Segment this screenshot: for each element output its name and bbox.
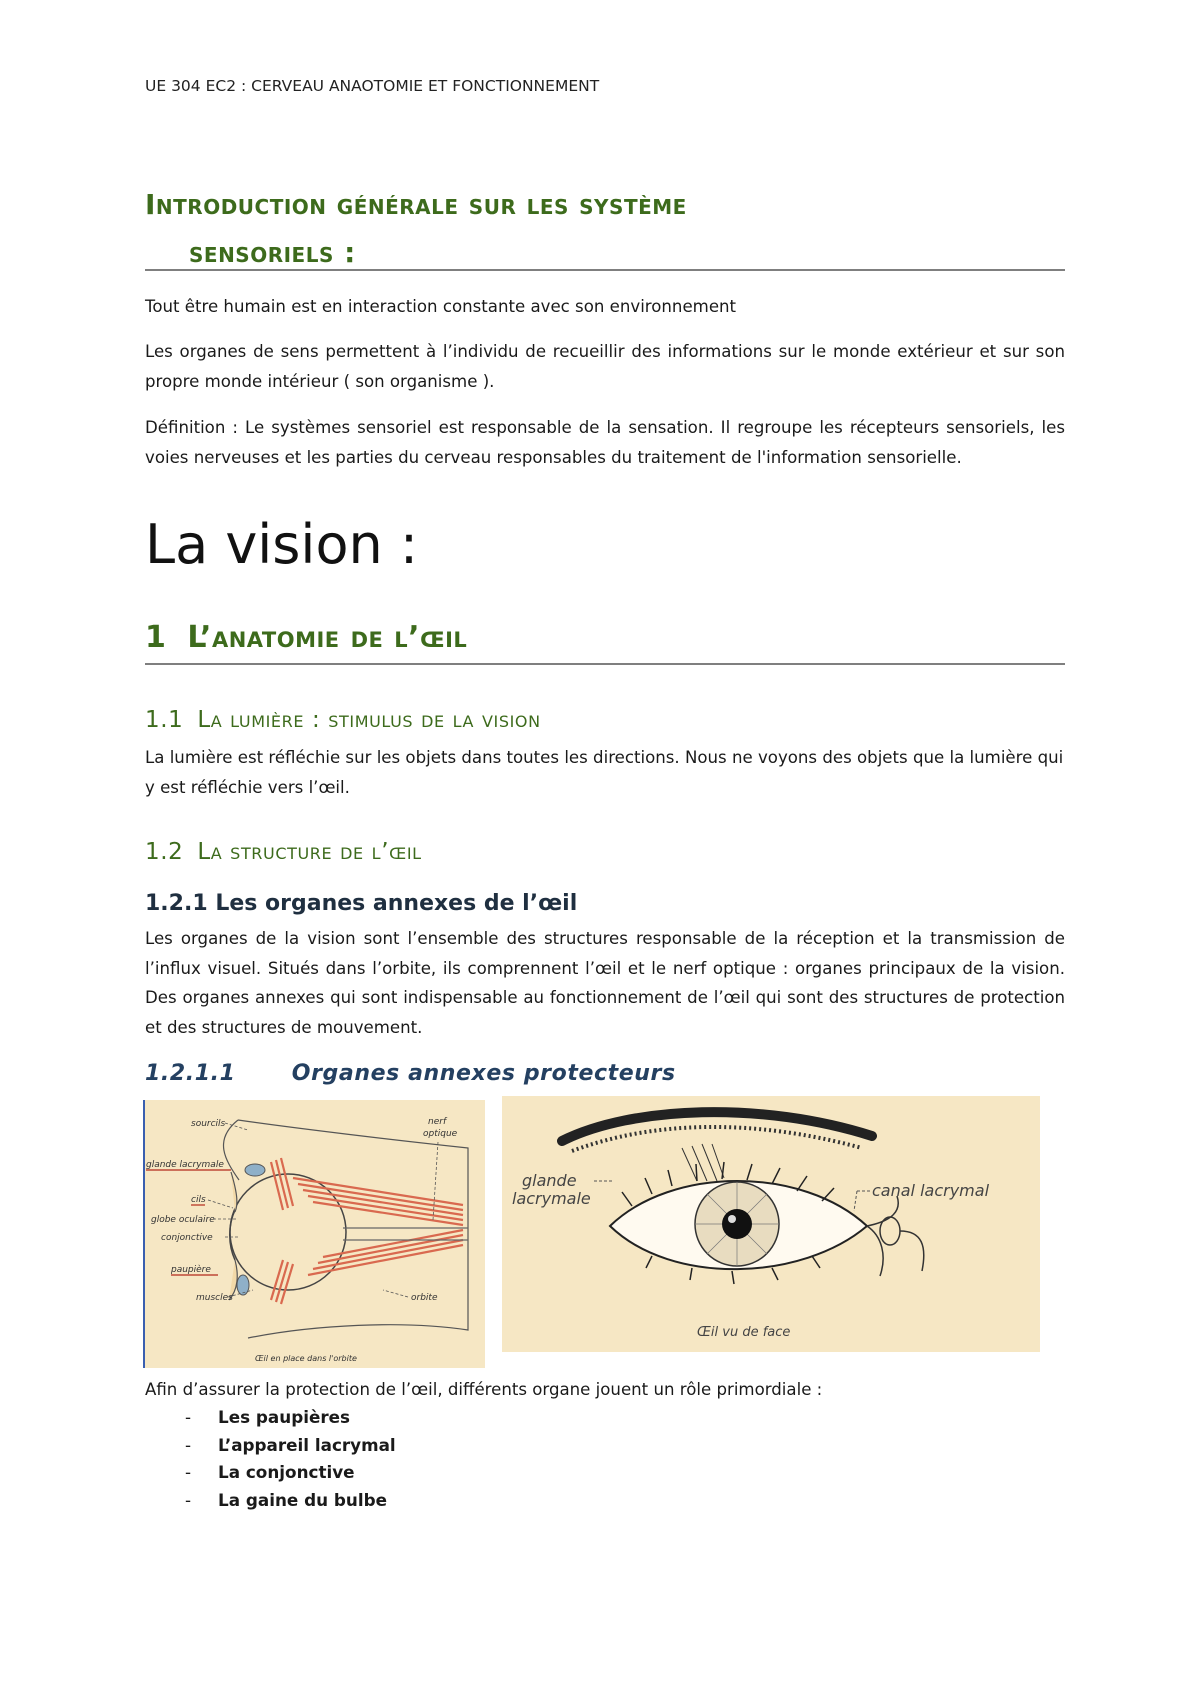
label-muscles: muscles bbox=[196, 1293, 233, 1303]
section-1-2-1-number: 1.2.1 bbox=[145, 891, 208, 916]
intro-paragraph-1: Tout être humain est en interaction constante avec son environnement bbox=[145, 297, 737, 316]
vision-title: La vision : bbox=[145, 513, 419, 576]
list-item-label: La conjonctive bbox=[218, 1462, 355, 1482]
list-item: - Les paupières bbox=[185, 1407, 350, 1427]
list-item-label: Les paupières bbox=[218, 1407, 350, 1427]
section-1-2-1-heading bbox=[145, 891, 577, 916]
section-1-number: 1 bbox=[145, 620, 167, 655]
section-1-title: L’anatomie de l’œil bbox=[187, 620, 468, 655]
label-sourcils: sourcils bbox=[191, 1119, 226, 1129]
label-glande: glande bbox=[522, 1171, 577, 1190]
list-item: - L’appareil lacrymal bbox=[185, 1434, 396, 1455]
list-item: - La conjonctive bbox=[185, 1462, 355, 1482]
label-lacrymale: lacrymale bbox=[512, 1189, 591, 1208]
list-item: - La gaine du bulbe bbox=[185, 1489, 388, 1510]
eye-orbit-illustration bbox=[143, 1100, 485, 1368]
list-item-label: La gaine du bulbe bbox=[218, 1489, 388, 1510]
section-1-1-number: 1.1 bbox=[145, 707, 184, 733]
section-1-heading bbox=[145, 620, 467, 655]
figure-eye-in-orbit bbox=[143, 1100, 485, 1368]
section-1-1-text: La lumière est réfléchie sur les objets dans toutes les directions. Nous ne voyons des objets que la lumière qui y est réfléchie vers l’œil. bbox=[145, 748, 1064, 797]
section-1-2-number: 1.2 bbox=[145, 839, 184, 865]
running-header: UE 304 EC2 : CERVEAU ANAOTOMIE ET FONCTIONNEMENT bbox=[145, 77, 600, 95]
label-orbite: orbite bbox=[411, 1293, 438, 1303]
section-1-1-title: La lumière : stimulus de la vision bbox=[197, 707, 541, 733]
section-1-1-heading bbox=[145, 707, 541, 733]
label-globe-oculaire: globe oculaire bbox=[151, 1215, 215, 1225]
intro-heading-rule bbox=[145, 269, 1065, 271]
section-1-2-1-1-title: Organes annexes protecteurs bbox=[291, 1061, 676, 1086]
intro-paragraph-2: Les organes de sens permettent à l’individu de recueillir des informations sur le monde extérieur et sur son propre monde intérieur ( son organisme ). bbox=[145, 342, 1065, 391]
section-1-2-heading bbox=[145, 839, 422, 865]
label-nerf: nerf bbox=[428, 1117, 447, 1127]
label-canal-lacrymal: canal lacrymal bbox=[872, 1181, 990, 1200]
label-cils: cils bbox=[191, 1195, 206, 1205]
figure-left-caption: Œil en place dans l'orbite bbox=[255, 1354, 357, 1363]
section-1-2-1-title: Les organes annexes de l’œil bbox=[215, 891, 578, 916]
intro-heading bbox=[145, 181, 1065, 277]
protection-intro: Afin d’assurer la protection de l’œil, différents organe jouent un rôle primordiale : bbox=[145, 1380, 823, 1399]
section-1-2-1-text: Les organes de la vision sont l’ensemble des structures responsable de la réception et la transmission de l’influx visuel. Situés dans l’orbite, ils comprennent l’œil et le nerf optique : organes principaux de la vision. Des organes annexes qui sont indispensable au fonctionnement de l’œil qui sont des structures de protection et des structures de mouvement. bbox=[145, 929, 1065, 1037]
section-1-rule bbox=[145, 663, 1065, 665]
section-1-2-title: La structure de l’œil bbox=[197, 839, 422, 865]
intro-heading-line2: sensoriels : bbox=[189, 236, 356, 269]
label-optique: optique bbox=[423, 1129, 458, 1139]
section-1-2-1-1-heading bbox=[145, 1061, 676, 1086]
eye-front-illustration bbox=[502, 1096, 1040, 1352]
intro-definition: Définition : Le systèmes sensoriel est responsable de la sensation. Il regroupe les récepteurs sensoriels, les voies nerveuses et les parties du cerveau responsables du traitement de l'information sensorielle. bbox=[145, 418, 1065, 467]
label-glande-lacrymale: glande lacrymale bbox=[146, 1160, 224, 1170]
figure-right-caption: Œil vu de face bbox=[697, 1325, 791, 1340]
intro-heading-line1: Introduction générale sur les système bbox=[145, 188, 687, 221]
list-item-label: L’appareil lacrymal bbox=[218, 1434, 396, 1455]
section-1-2-1-1-number: 1.2.1.1 bbox=[145, 1061, 236, 1086]
figure-eye-front-view bbox=[502, 1096, 1040, 1352]
protection-list bbox=[145, 1404, 396, 1514]
label-conjonctive: conjonctive bbox=[161, 1233, 213, 1243]
label-paupiere: paupière bbox=[171, 1265, 211, 1275]
